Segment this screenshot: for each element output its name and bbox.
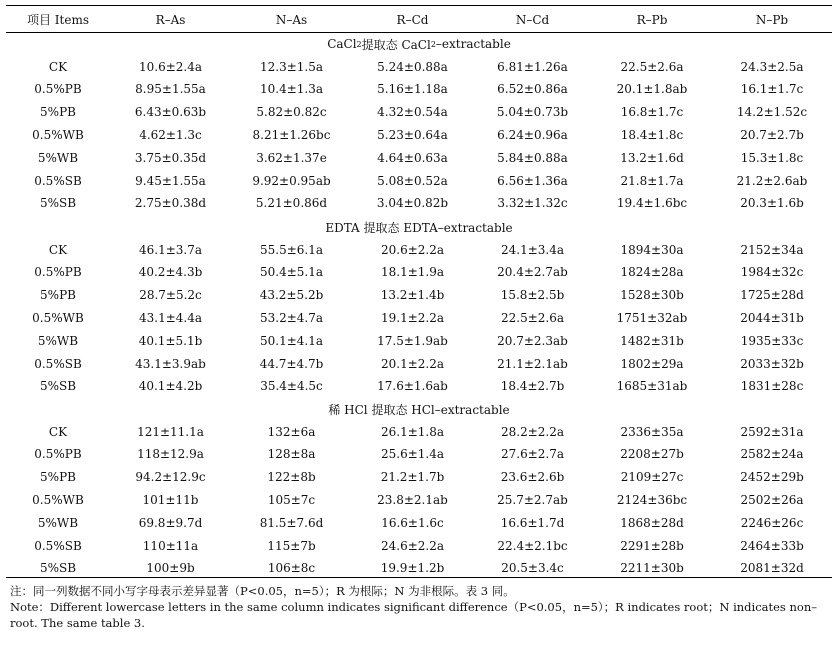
cell-item: 0.5%PB (34, 447, 82, 462)
cell-n-pb: 2152±34a (740, 242, 804, 257)
table-row (6, 192, 832, 215)
cell-item: 0.5%SB (34, 173, 82, 188)
table-bottom-rule (6, 577, 832, 578)
cell-n-as: 43.2±5.2b (259, 288, 324, 303)
cell-r-pb: 1802±29a (620, 356, 684, 371)
cell-item: 5%WB (37, 515, 79, 530)
note-chinese: 注：同一列数据不同小写字母表示差异显著（P<0.05，n=5）；R 为根际；N 为非根际。表 3 同。 (10, 584, 515, 598)
cell-n-cd: 25.7±2.7ab (497, 492, 568, 507)
cell-r-pb: 1824±28a (620, 265, 684, 280)
cell-r-as: 2.75±0.38d (134, 196, 207, 211)
cell-item: 0.5%SB (34, 538, 82, 553)
cell-n-as: 9.92±0.95ab (252, 173, 331, 188)
cell-item: 5%PB (40, 288, 76, 303)
table-top-rule (6, 5, 832, 6)
cell-n-as: 3.62±1.37e (256, 150, 327, 165)
cell-r-pb: 2124±36bc (616, 492, 688, 507)
cell-r-as: 43.1±4.4a (138, 310, 202, 325)
cell-item: 5%SB (39, 379, 77, 394)
cell-r-cd: 16.6±1.6c (381, 515, 444, 530)
cell-r-cd: 26.1±1.8a (380, 424, 444, 439)
cell-r-cd: 20.1±2.2a (380, 356, 444, 371)
section-title-cacl2: CaCl 2 提取态 CaCl 2 –extractable (327, 37, 511, 52)
cell-r-pb: 19.4±1.6bc (616, 196, 688, 211)
table-header-row (6, 8, 832, 31)
cell-n-cd: 28.2±2.2a (500, 424, 564, 439)
cell-r-as: 9.45±1.55a (135, 173, 206, 188)
cell-n-pb: 24.3±2.5a (740, 59, 804, 74)
cell-n-cd: 20.5±3.4c (501, 561, 564, 576)
table-row (6, 123, 832, 146)
cell-r-cd: 5.24±0.88a (377, 59, 448, 74)
cell-r-as: 46.1±3.7a (138, 242, 202, 257)
cell-item: 0.5%PB (34, 265, 82, 280)
cell-item: 5%WB (37, 333, 79, 348)
cell-n-as: 132±6a (267, 424, 316, 439)
cell-r-cd: 5.23±0.64a (377, 127, 448, 142)
cell-n-pb: 2464±33b (740, 538, 804, 553)
table-row (6, 443, 832, 466)
cell-n-as: 50.1±4.1a (259, 333, 323, 348)
cell-n-as: 8.21±1.26bc (252, 127, 331, 142)
cell-n-as: 10.4±1.3a (259, 82, 323, 97)
cell-r-cd: 4.64±0.63a (377, 150, 448, 165)
table-row (6, 375, 832, 398)
section-title-edta: EDTA 提取态 EDTA–extractable (325, 220, 513, 235)
cell-n-pb: 2592±31a (740, 424, 804, 439)
cell-r-pb: 1482±31b (620, 333, 684, 348)
cell-n-as: 106±8c (267, 561, 316, 576)
cell-r-cd: 25.6±1.4a (380, 447, 444, 462)
table-row (6, 169, 832, 192)
cell-item: 5%WB (37, 150, 79, 165)
cell-n-pb: 1984±32c (740, 265, 804, 280)
table-row (6, 238, 832, 261)
cell-r-as: 4.62±1.3c (139, 127, 202, 142)
table-notes (10, 583, 832, 631)
cell-r-pb: 1894±30a (620, 242, 684, 257)
table-row (6, 420, 832, 443)
cell-n-cd: 20.4±2.7ab (497, 265, 568, 280)
cell-item: 0.5%WB (32, 310, 84, 325)
cell-r-cd: 19.9±1.2b (380, 561, 445, 576)
cell-n-as: 122±8b (267, 470, 316, 485)
cell-r-pb: 1685±31ab (616, 379, 688, 394)
cell-n-pb: 21.2±2.6ab (736, 173, 808, 188)
header-r-as: R–As (155, 12, 186, 27)
cell-n-cd: 6.24±0.96a (497, 127, 568, 142)
cell-r-cd: 23.8±2.1ab (377, 492, 448, 507)
table-row (6, 284, 832, 307)
cell-r-as: 101±11b (142, 492, 199, 507)
cell-item: 0.5%WB (32, 492, 84, 507)
cell-r-pb: 13.2±1.6d (620, 150, 684, 165)
header-items: 项目 Items (26, 13, 90, 27)
cell-n-cd: 5.84±0.88a (497, 150, 568, 165)
table-row (6, 55, 832, 78)
header-r-pb: R–Pb (636, 12, 668, 27)
cell-n-cd: 24.1±3.4a (500, 242, 564, 257)
cell-n-as: 5.82±0.82c (256, 105, 327, 120)
table-row (6, 146, 832, 169)
cell-n-cd: 22.4±2.1bc (497, 538, 568, 553)
cell-n-cd: 20.7±2.3ab (497, 333, 568, 348)
table-row (6, 78, 832, 101)
cell-r-as: 10.6±2.4a (138, 59, 202, 74)
cell-n-pb: 2452±29b (740, 470, 804, 485)
cell-r-as: 121±11.1a (137, 424, 204, 439)
cell-r-as: 118±12.9a (137, 447, 204, 462)
header-r-cd: R–Cd (396, 12, 429, 27)
cell-r-cd: 17.5±1.9ab (377, 333, 448, 348)
header-n-cd: N–Cd (515, 12, 550, 27)
header-n-as: N–As (275, 12, 308, 27)
cell-r-cd: 5.08±0.52a (377, 173, 448, 188)
cell-r-cd: 21.2±1.7b (380, 470, 445, 485)
cell-n-cd: 16.6±1.7d (500, 515, 565, 530)
cell-n-pb: 2081±32d (740, 561, 804, 576)
cell-item: 5%SB (39, 196, 77, 211)
cell-r-as: 8.95±1.55a (135, 82, 206, 97)
cell-r-as: 6.43±0.63b (134, 105, 207, 120)
cell-n-pb: 1935±33c (740, 333, 804, 348)
cell-n-as: 128±8a (267, 447, 316, 462)
cell-r-cd: 4.32±0.54a (377, 105, 448, 120)
table-row (6, 352, 832, 375)
cell-r-pb: 2291±28b (620, 538, 684, 553)
cell-n-pb: 1725±28d (740, 288, 804, 303)
table-row (6, 329, 832, 352)
section-title-hcl: 稀 HCl 提取态 HCl–extractable (328, 402, 510, 417)
cell-n-cd: 3.32±1.32c (497, 196, 568, 211)
table-row (6, 306, 832, 329)
cell-r-pb: 1868±28d (620, 515, 684, 530)
cell-n-cd: 27.6±2.7a (500, 447, 564, 462)
cell-n-pb: 2502±26a (740, 492, 804, 507)
cell-r-pb: 16.8±1.7c (620, 105, 684, 120)
header-n-pb: N–Pb (755, 12, 789, 27)
cell-r-cd: 13.2±1.4b (380, 288, 445, 303)
cell-r-as: 40.1±5.1b (138, 333, 203, 348)
table-row (6, 511, 832, 534)
table-row (6, 261, 832, 284)
cell-r-pb: 2109±27c (620, 470, 684, 485)
cell-n-as: 81.5±7.6d (259, 515, 324, 530)
table-row (6, 488, 832, 511)
cell-item: CK (48, 59, 68, 74)
cell-n-cd: 15.8±2.5b (500, 288, 565, 303)
cell-r-pb: 2208±27b (620, 447, 684, 462)
cell-n-cd: 6.56±1.36a (497, 173, 568, 188)
cell-n-pb: 16.1±1.7c (740, 82, 804, 97)
cell-n-pb: 20.3±1.6b (740, 196, 804, 211)
cell-n-cd: 5.04±0.73b (496, 105, 569, 120)
cell-n-as: 5.21±0.86d (255, 196, 328, 211)
cell-item: 0.5%PB (34, 82, 82, 97)
cell-item: CK (48, 424, 68, 439)
cell-r-pb: 21.8±1.7a (620, 173, 684, 188)
cell-r-as: 40.2±4.3b (138, 265, 203, 280)
cell-r-pb: 22.5±2.6a (620, 59, 684, 74)
cell-n-as: 50.4±5.1a (259, 265, 323, 280)
table-row (6, 466, 832, 489)
cell-n-pb: 2044±31b (740, 310, 804, 325)
cell-n-pb: 2246±26c (740, 515, 804, 530)
cell-n-as: 35.4±4.5c (260, 379, 323, 394)
note-english: Note：Different lowercase letters in the same column indicates significant difference（P<0.05，n=5）；R indicates root；N indicates non–root. The same table 3. (10, 600, 817, 630)
cell-n-pb: 15.3±1.8c (740, 150, 804, 165)
table-row (6, 101, 832, 124)
cell-r-pb: 2336±35a (620, 424, 684, 439)
cell-r-cd: 5.16±1.18a (377, 82, 448, 97)
cell-item: 5%SB (39, 561, 77, 576)
cell-n-as: 12.3±1.5a (259, 59, 323, 74)
cell-n-pb: 14.2±1.52c (736, 105, 808, 120)
cell-n-as: 55.5±6.1a (259, 242, 323, 257)
cell-n-as: 115±7b (267, 538, 316, 553)
cell-n-cd: 6.52±0.86a (497, 82, 568, 97)
cell-item: 0.5%WB (32, 127, 84, 142)
cell-r-cd: 24.6±2.2a (380, 538, 444, 553)
cell-r-cd: 3.04±0.82b (376, 196, 449, 211)
cell-item: CK (48, 242, 68, 257)
cell-item: 5%PB (40, 470, 76, 485)
cell-r-pb: 18.4±1.8c (620, 127, 684, 142)
cell-n-pb: 2033±32b (740, 356, 804, 371)
cell-r-pb: 2211±30b (620, 561, 684, 576)
cell-r-pb: 1528±30b (620, 288, 684, 303)
cell-r-as: 110±11a (142, 538, 199, 553)
cell-n-pb: 20.7±2.7b (740, 127, 804, 142)
cell-n-cd: 22.5±2.6a (500, 310, 564, 325)
cell-r-as: 100±9b (146, 561, 195, 576)
table-row (6, 534, 832, 557)
cell-n-as: 44.7±4.7b (259, 356, 324, 371)
cell-r-pb: 20.1±1.8ab (616, 82, 688, 97)
cell-n-pb: 1831±28c (740, 379, 804, 394)
cell-r-as: 43.1±3.9ab (135, 356, 206, 371)
cell-r-cd: 20.6±2.2a (380, 242, 444, 257)
cell-n-cd: 23.6±2.6b (500, 470, 565, 485)
cell-item: 5%PB (40, 105, 76, 120)
cell-r-as: 94.2±12.9c (135, 470, 206, 485)
cell-r-as: 40.1±4.2b (138, 379, 203, 394)
cell-n-pb: 2582±24a (740, 447, 804, 462)
cell-n-as: 105±7c (267, 492, 316, 507)
cell-r-cd: 18.1±1.9a (380, 265, 444, 280)
cell-n-cd: 21.1±2.1ab (497, 356, 568, 371)
cell-item: 0.5%SB (34, 356, 82, 371)
cell-n-cd: 18.4±2.7b (500, 379, 565, 394)
cell-r-cd: 19.1±2.2a (380, 310, 444, 325)
cell-r-as: 3.75±0.35d (134, 150, 207, 165)
cell-n-cd: 6.81±1.26a (497, 59, 568, 74)
cell-r-as: 28.7±5.2c (139, 288, 202, 303)
cell-r-as: 69.8±9.7d (138, 515, 203, 530)
cell-r-pb: 1751±32ab (616, 310, 688, 325)
cell-n-as: 53.2±4.7a (259, 310, 323, 325)
cell-r-cd: 17.6±1.6ab (377, 379, 448, 394)
